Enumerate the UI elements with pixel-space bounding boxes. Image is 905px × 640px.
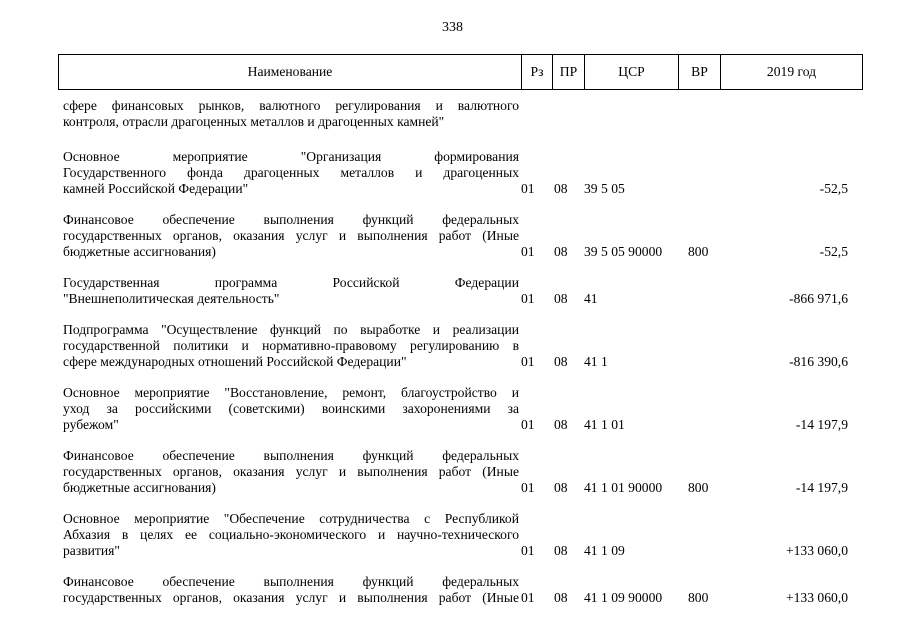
table-body	[0, 98, 905, 621]
table-row	[0, 385, 905, 433]
header-year: 2019 год	[766, 64, 817, 79]
row-name-line: Финансовое обеспечение выполнения функций федеральных	[63, 448, 519, 463]
row-amount: -14 197,9	[795, 417, 848, 432]
row-rz: 01	[521, 417, 535, 432]
row-name	[63, 322, 519, 370]
row-pr: 08	[554, 291, 568, 306]
row-name-line: Финансовое обеспечение выполнения функций федеральных	[63, 574, 519, 589]
row-csr: 39 5 05	[584, 181, 625, 196]
header-csr: ЦСР	[585, 55, 679, 89]
row-pr: 08	[554, 543, 568, 558]
row-rz: 01	[521, 354, 535, 369]
table-row	[0, 322, 905, 370]
row-rz: 01	[521, 480, 535, 495]
row-amount: -866 971,6	[789, 291, 848, 306]
row-csr: 41 1 09	[584, 543, 625, 558]
table-row	[0, 275, 905, 307]
header-rz: Рз	[522, 55, 553, 89]
row-name-line: камней Российской Федерации"	[63, 181, 249, 196]
row-name-line: государственных органов, оказания услуг и выполнения работ (Иные	[63, 464, 519, 479]
row-name-line: Основное мероприятие "Обеспечение сотрудничества с Республикой	[63, 511, 519, 526]
row-name-line: Подпрограмма "Осуществление функций по выработке и реализации	[63, 322, 519, 337]
row-name	[63, 511, 519, 559]
row-name-line: "Внешнеполитическая деятельность"	[63, 291, 280, 306]
row-amount: -52,5	[819, 244, 848, 259]
row-pr: 08	[554, 480, 568, 495]
row-vr: 800	[688, 590, 709, 605]
row-pr: 08	[554, 590, 568, 605]
row-name-line: рубежом"	[63, 417, 119, 432]
table-row	[0, 448, 905, 496]
row-csr: 41 1 01 90000	[584, 480, 663, 495]
row-vr: 800	[688, 480, 709, 495]
row-name-line: бюджетные ассигнования)	[63, 480, 216, 495]
row-name-line: сфере международных отношений Российской Федерации"	[63, 354, 407, 369]
row-rz: 01	[521, 590, 535, 605]
row-name	[63, 385, 519, 433]
row-name-line: Абхазия в целях ее социально-экономического и научно-технического	[63, 527, 519, 542]
table-row	[0, 212, 905, 260]
row-name-line: Государственного фонда драгоценных металлов и драгоценных	[63, 165, 519, 180]
row-vr: 800	[688, 244, 709, 259]
table-row	[0, 149, 905, 197]
row-name	[63, 574, 519, 606]
table-row	[0, 574, 905, 606]
row-rz: 01	[521, 244, 535, 259]
row-name-line: сфере финансовых рынков, валютного регулирования и валютного	[63, 98, 519, 113]
table-header	[58, 54, 863, 90]
row-name-line: Основное мероприятие "Организация формирования	[63, 149, 519, 164]
row-name-line: Государственная программа Российской Федерации	[63, 275, 519, 290]
row-csr: 41 1 01	[584, 417, 625, 432]
row-csr: 41 1 09 90000	[584, 590, 663, 605]
row-name-line: развития"	[63, 543, 120, 558]
row-pr: 08	[554, 244, 568, 259]
table-row	[0, 98, 905, 130]
header-vr: ВР	[679, 55, 721, 89]
page-number: 338	[442, 20, 463, 35]
row-amount: +133 060,0	[785, 590, 848, 605]
row-amount: +133 060,0	[785, 543, 848, 558]
row-pr: 08	[554, 181, 568, 196]
row-name	[63, 212, 519, 260]
header-pr: ПР	[553, 55, 585, 89]
row-csr: 39 5 05 90000	[584, 244, 663, 259]
row-name	[63, 98, 519, 130]
row-pr: 08	[554, 417, 568, 432]
row-amount: -52,5	[819, 181, 848, 196]
row-name	[63, 149, 519, 197]
row-amount: -14 197,9	[795, 480, 848, 495]
row-name-line: государственных органов, оказания услуг и выполнения работ (Иные	[63, 590, 519, 605]
row-name-line: государственных органов, оказания услуг и выполнения работ (Иные	[63, 228, 519, 243]
row-csr: 41	[584, 291, 598, 306]
row-name-line: бюджетные ассигнования)	[63, 244, 216, 259]
row-name-line: Основное мероприятие "Восстановление, ремонт, благоустройство и	[63, 385, 519, 400]
row-name-line: уход за российскими (советскими) воинскими захоронениями за	[63, 401, 519, 416]
row-amount: -816 390,6	[789, 354, 848, 369]
row-csr: 41 1	[584, 354, 608, 369]
row-pr: 08	[554, 354, 568, 369]
row-name-line: государственной политики и нормативно-правовому регулированию в	[63, 338, 519, 353]
header-name: Наименование	[59, 55, 522, 89]
row-rz: 01	[521, 543, 535, 558]
table-row	[0, 511, 905, 559]
row-name	[63, 448, 519, 496]
row-rz: 01	[521, 291, 535, 306]
row-name	[63, 275, 519, 307]
row-name-line: контроля, отрасли драгоценных металлов и драгоценных камней"	[63, 114, 445, 129]
row-name-line: Финансовое обеспечение выполнения функций федеральных	[63, 212, 519, 227]
row-rz: 01	[521, 181, 535, 196]
